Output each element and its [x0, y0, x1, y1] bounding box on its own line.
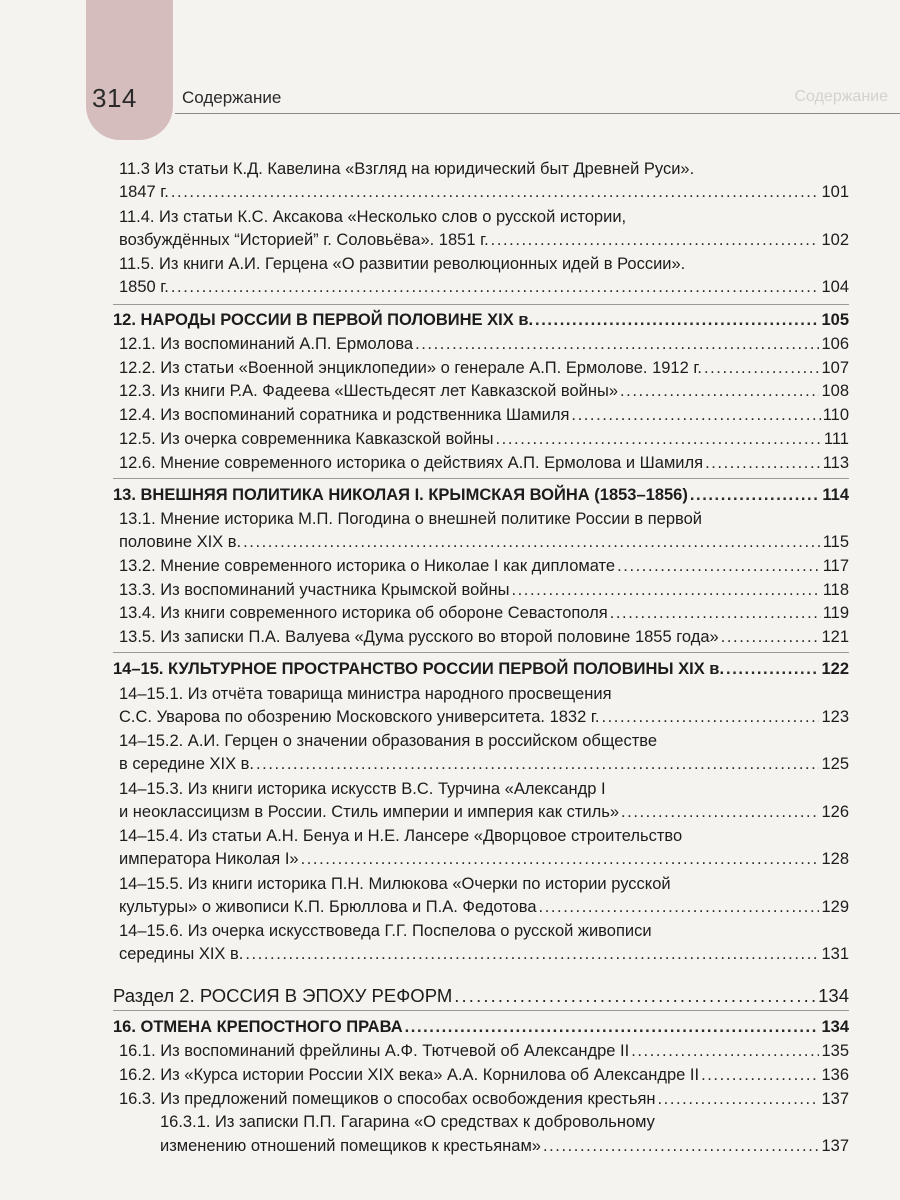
dot-leader: [243, 531, 821, 553]
toc-entry-title: 1847 г.: [119, 183, 169, 201]
bleed-through-title: Содержание: [794, 88, 888, 105]
toc-entry-14-6-line1: 14–15.6. Из очерка искусствоведа Г.Г. Поспелова о русской живописи: [119, 922, 652, 940]
dot-leader: [171, 181, 820, 203]
dot-leader: [704, 357, 820, 379]
section-divider: [113, 652, 849, 653]
toc-entry-title: 16.1. Из воспоминаний фрейлины А.Ф. Тютчевой об Александре II: [119, 1042, 630, 1060]
toc-page-number: 108: [821, 382, 849, 400]
toc-page-number: 137: [821, 1090, 849, 1108]
toc-entry-13-1-line1: 13.1. Мнение историка М.П. Погодина о внешней политике России в первой: [119, 510, 702, 528]
page-number-tab: [86, 0, 173, 140]
page-number: 314: [92, 83, 137, 113]
toc-entry-14-2[interactable]: [119, 753, 849, 775]
toc-entry-13-4[interactable]: [119, 602, 849, 624]
section-divider: [113, 304, 849, 305]
toc-page-number: 125: [821, 755, 849, 773]
toc-entry-title: культуры» о живописи К.П. Брюллова и П.А. Федотова: [119, 898, 537, 916]
dot-leader: [571, 404, 820, 426]
toc-entry-title: изменению отношений помещиков к крестьянам»: [160, 1137, 541, 1155]
toc-page-number: 131: [821, 945, 849, 963]
toc-entry-title: 16.2. Из «Курса истории России XIX века» А.А. Корнилова об Александре II: [119, 1066, 700, 1084]
toc-entry-12-5[interactable]: [119, 428, 849, 450]
dot-leader: [301, 848, 820, 870]
toc-chapter-title: 13. ВНЕШНЯЯ ПОЛИТИКА НИКОЛАЯ I. КРЫМСКАЯ ВОЙНА (1853–1856): [113, 486, 688, 504]
toc-page-number: 114: [822, 486, 849, 504]
toc-entry-title: возбуждённых “Историей” г. Соловьёва». 1851 г.: [119, 231, 489, 249]
toc-chapter-12[interactable]: [113, 309, 849, 331]
toc-page-number: 119: [822, 604, 849, 622]
toc-page-number: 102: [821, 231, 849, 249]
toc-entry-14-5-line1: 14–15.5. Из книги историка П.Н. Милюкова «Очерки по истории русской: [119, 875, 671, 893]
toc-entry-title: 12.2. Из статьи «Военной энциклопедии» о генерале А.П. Ермолове. 1912 г.: [119, 359, 702, 377]
toc-chapter-14-15[interactable]: [113, 658, 849, 680]
toc-entry-12-2[interactable]: [119, 357, 849, 379]
toc-entry-16-1[interactable]: [119, 1040, 849, 1062]
toc-entry-title: С.С. Уварова по обозрению Московского университета. 1832 г.: [119, 708, 600, 726]
toc-chapter-title: 14–15. КУЛЬТУРНОЕ ПРОСТРАНСТВО РОССИИ ПЕРВОЙ ПОЛОВИНЫ XIX в.: [113, 660, 725, 678]
toc-entry-title: и неоклассицизм в России. Стиль империи и империя как стиль»: [119, 803, 619, 821]
dot-leader: [690, 484, 821, 506]
toc-page-number: 129: [821, 898, 849, 916]
dot-leader: [610, 602, 821, 624]
dot-leader: [496, 428, 822, 450]
toc-entry-11-4[interactable]: [119, 229, 849, 251]
toc-page-number: 137: [821, 1137, 849, 1155]
toc-page-number: 106: [821, 335, 849, 353]
toc-entry-title: 16.3. Из предложений помещиков о способах освобождения крестьян: [119, 1090, 656, 1108]
toc-entry-14-3[interactable]: [119, 801, 849, 823]
toc-entry-13-1[interactable]: [119, 531, 849, 553]
toc-entry-12-4[interactable]: [119, 404, 849, 426]
toc-page-number: 123: [821, 708, 849, 726]
toc-entry-16-3-1-line1: 16.3.1. Из записки П.П. Гагарина «О средствах к добровольному: [160, 1113, 655, 1131]
toc-page-number: 118: [822, 581, 849, 599]
toc-page-number: 122: [821, 660, 849, 678]
dot-leader: [705, 452, 821, 474]
toc-page-number: 113: [822, 454, 849, 472]
dot-leader: [535, 309, 819, 331]
toc-page-number: 111: [823, 430, 849, 448]
toc-entry-title: 13.5. Из записки П.А. Валуева «Дума русского во второй половине 1855 года»: [119, 628, 719, 646]
toc-chapter-16[interactable]: [113, 1016, 849, 1038]
dot-leader: [491, 229, 820, 251]
toc-page-number: 110: [822, 406, 849, 424]
toc-entry-14-4-line1: 14–15.4. Из статьи А.Н. Бенуа и Н.Е. Лансере «Дворцовое строительство: [119, 827, 683, 845]
toc-page-number: 104: [821, 278, 849, 296]
toc-page-number: 126: [821, 803, 849, 821]
toc-entry-title: 12.6. Мнение современного историка о действиях А.П. Ермолова и Шамиля: [119, 454, 704, 472]
toc-entry-title: 13.4. Из книги современного историка об обороне Севастополя: [119, 604, 608, 622]
toc-entry-14-4[interactable]: [119, 848, 849, 870]
toc-page-number: 121: [821, 628, 849, 646]
toc-section-title: Раздел 2. РОССИЯ В ЭПОХУ РЕФОРМ: [113, 985, 453, 1006]
toc-page-number: 115: [822, 533, 849, 551]
toc-entry-14-1-line1: 14–15.1. Из отчёта товарища министра народного просвещения: [119, 685, 612, 703]
toc-page-number: 117: [822, 557, 849, 575]
page-title: Содержание: [182, 88, 282, 107]
toc-entry-11-4-line1: 11.4. Из статьи К.С. Аксакова «Несколько слов о русской истории,: [119, 208, 627, 226]
toc-entry-12-1[interactable]: [119, 333, 849, 355]
toc-entry-13-2[interactable]: [119, 555, 849, 577]
dot-leader: [256, 753, 819, 775]
dot-leader: [245, 943, 819, 965]
toc-entry-title: 1850 г.: [119, 278, 169, 296]
toc-chapter-13[interactable]: [113, 484, 849, 506]
dot-leader: [631, 1040, 819, 1062]
toc-entry-11-5[interactable]: [119, 276, 849, 298]
dot-leader: [171, 276, 820, 298]
toc-section-2[interactable]: [113, 985, 849, 1007]
toc-page-number: 128: [821, 850, 849, 868]
toc-page-number: 134: [821, 1018, 849, 1036]
dot-leader: [601, 706, 819, 728]
toc-entry-14-3-line1: 14–15.3. Из книги историка искусств В.С. Турчина «Александр I: [119, 780, 606, 798]
section-divider: [113, 478, 849, 479]
toc-chapter-title: 16. ОТМЕНА КРЕПОСТНОГО ПРАВА: [113, 1018, 403, 1036]
toc-page-number: 105: [821, 311, 849, 329]
dot-leader: [621, 801, 819, 823]
toc-entry-13-3[interactable]: [119, 579, 849, 601]
toc-entry-title: половине XIX в.: [119, 533, 242, 551]
toc-entry-title: 13.2. Мнение современного историка о Николае I как дипломате: [119, 557, 616, 575]
toc-entry-14-5[interactable]: [119, 896, 849, 918]
dot-leader: [617, 555, 821, 577]
dot-leader: [543, 1135, 820, 1157]
toc-entry-14-6[interactable]: [119, 943, 849, 965]
toc-entry-11-5-line1: 11.5. Из книги А.И. Герцена «О развитии революционных идей в России».: [119, 255, 686, 273]
toc-entry-11-3[interactable]: [119, 181, 849, 203]
toc-entry-title: 12.3. Из книги Р.А. Фадеева «Шестьдесят лет Кавказской войны»: [119, 382, 619, 400]
toc-entry-12-6[interactable]: [119, 452, 849, 474]
toc-page-number: 135: [821, 1042, 849, 1060]
dot-leader: [405, 1016, 820, 1038]
toc-entry-title: 12.1. Из воспоминаний А.П. Ермолова: [119, 335, 414, 353]
toc-entry-14-1[interactable]: [119, 706, 849, 728]
header-rule: [175, 113, 900, 114]
toc-entry-11-3-line1: 11.3 Из статьи К.Д. Кавелина «Взгляд на юридический быт Древней Руси».: [119, 160, 695, 178]
toc-page-number: 134: [818, 985, 849, 1006]
toc-page-number: 107: [821, 359, 849, 377]
toc-chapter-title: 12. НАРОДЫ РОССИИ В ПЕРВОЙ ПОЛОВИНЕ XIX в.: [113, 311, 534, 329]
dot-leader: [701, 1064, 819, 1086]
toc-entry-title: императора Николая I»: [119, 850, 299, 868]
dot-leader: [726, 658, 819, 680]
toc-entry-16-3[interactable]: [119, 1088, 849, 1110]
toc-entry-title: 12.4. Из воспоминаний соратника и родственника Шамиля: [119, 406, 570, 424]
dot-leader: [539, 896, 820, 918]
toc-entry-title: середины XIX в.: [119, 945, 244, 963]
toc-entry-14-2-line1: 14–15.2. А.И. Герцен о значении образования в российском обществе: [119, 732, 658, 750]
section-divider: [113, 1010, 849, 1011]
toc-entry-13-5[interactable]: [119, 626, 849, 648]
toc-entry-16-2[interactable]: [119, 1064, 849, 1086]
toc-page-number: 136: [821, 1066, 849, 1084]
toc-entry-title: 12.5. Из очерка современника Кавказской войны: [119, 430, 494, 448]
toc-entry-title: в середине XIX в.: [119, 755, 255, 773]
dot-leader: [620, 380, 819, 402]
toc-entry-12-3[interactable]: [119, 380, 849, 402]
toc-entry-title: 13.3. Из воспоминаний участника Крымской войны: [119, 581, 510, 599]
dot-leader: [721, 626, 820, 648]
toc-page-number: 101: [821, 183, 849, 201]
dot-leader: [415, 333, 819, 355]
toc-entry-16-3-1[interactable]: [160, 1135, 849, 1157]
dot-leader: [658, 1088, 820, 1110]
dot-leader: [454, 985, 816, 1007]
dot-leader: [511, 579, 820, 601]
